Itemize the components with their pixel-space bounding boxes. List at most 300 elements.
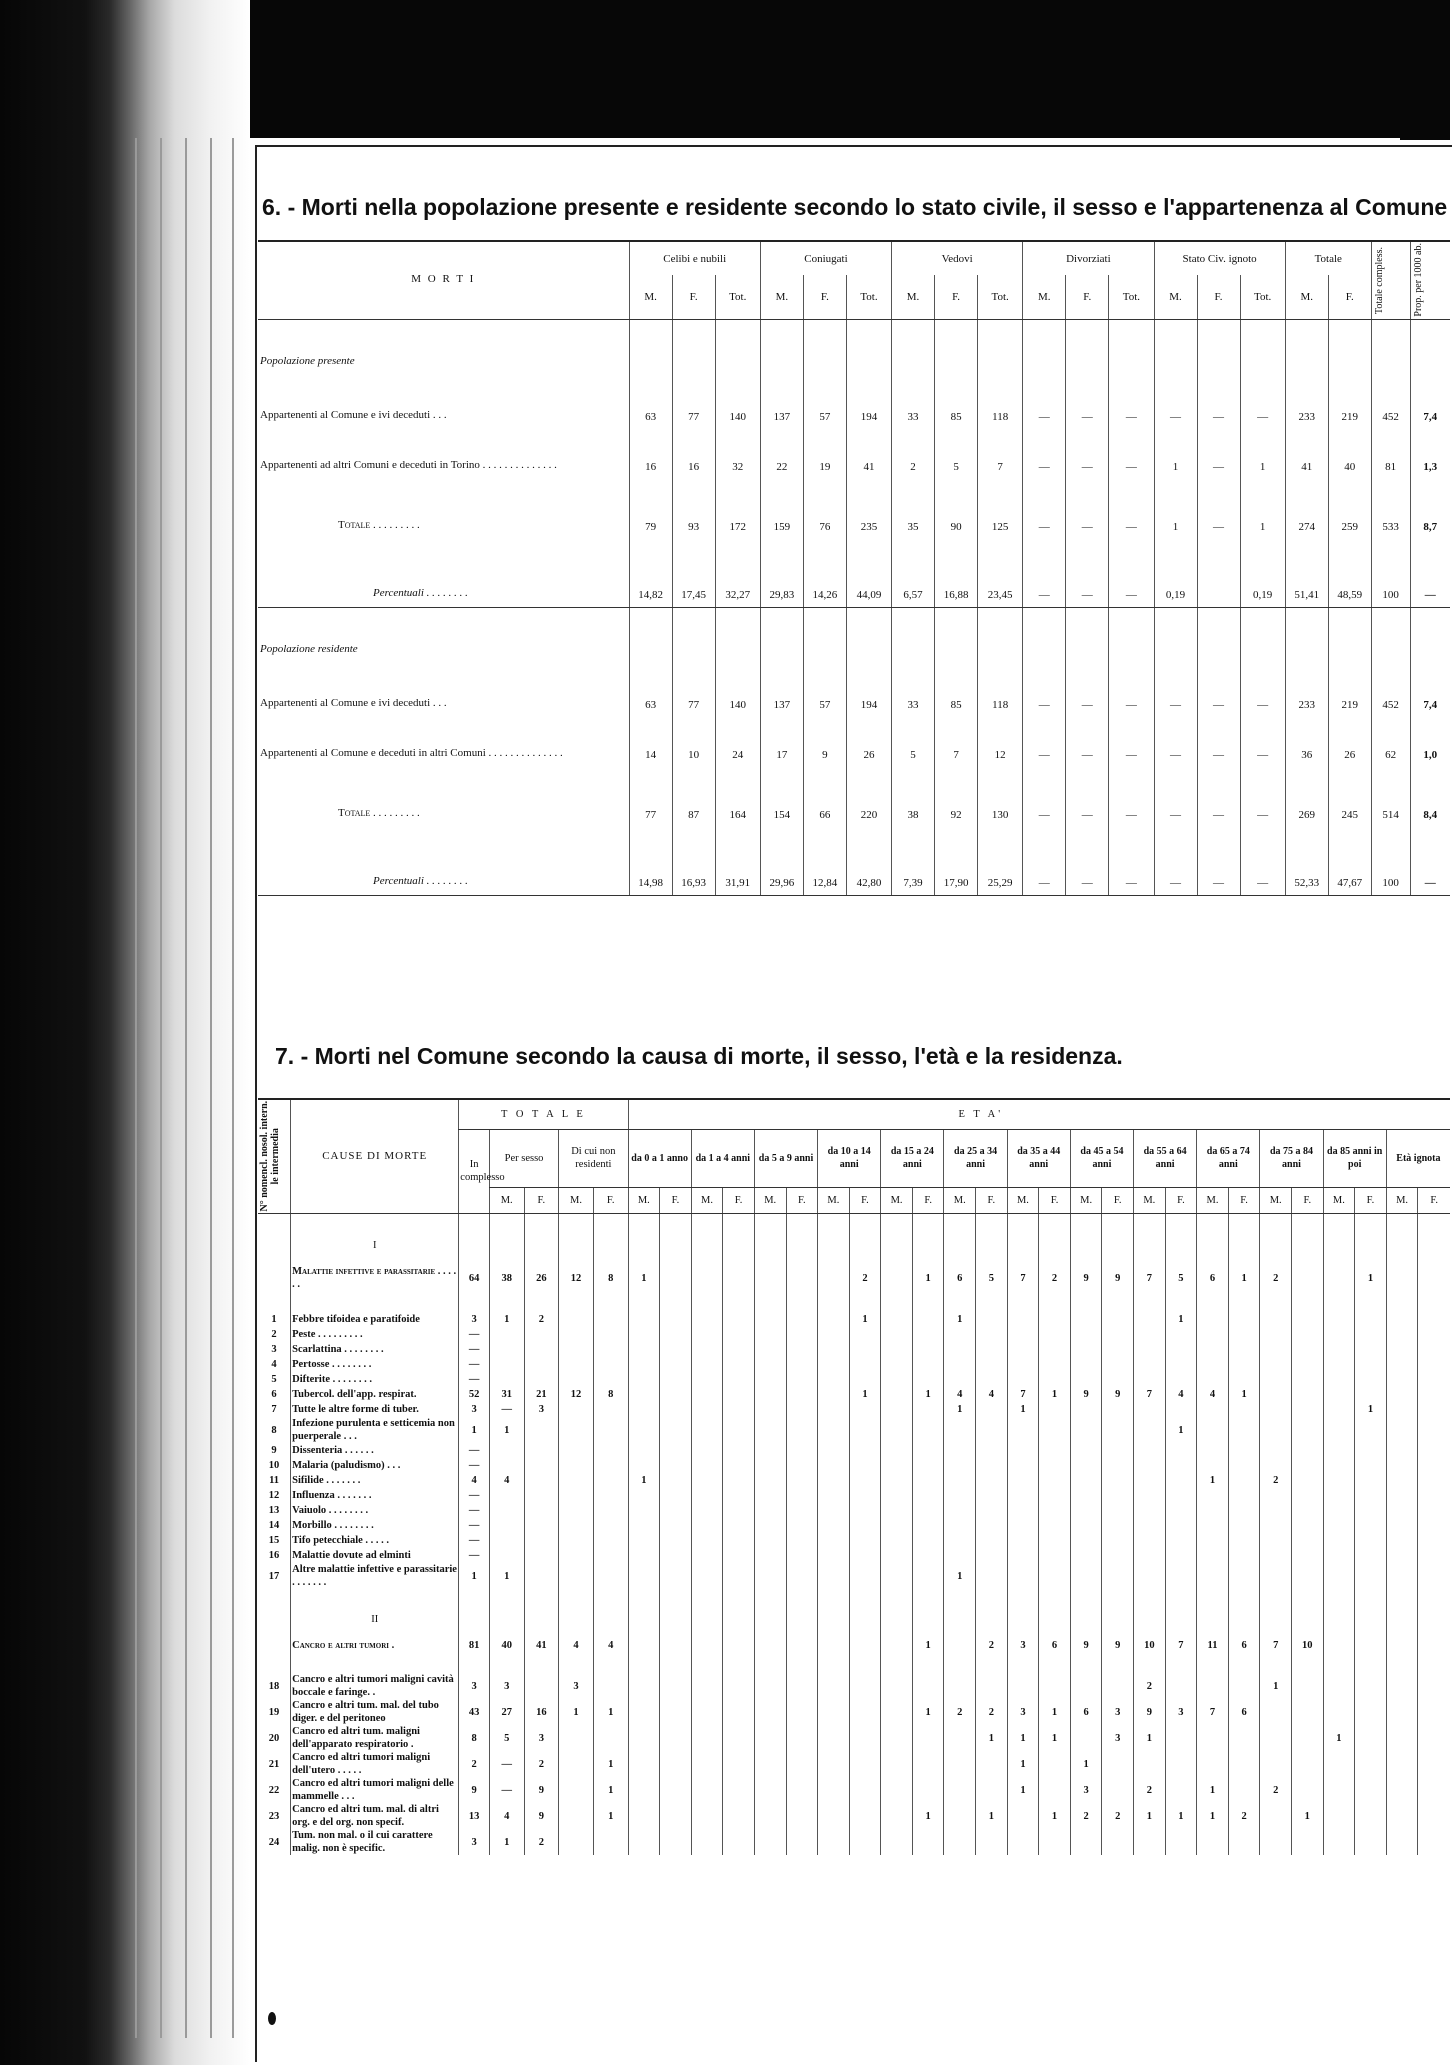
empty-cell bbox=[1292, 1297, 1324, 1312]
value-cell bbox=[1323, 1533, 1355, 1548]
value-cell bbox=[849, 1673, 881, 1699]
table6-body bbox=[258, 319, 1450, 895]
empty-cell bbox=[818, 1589, 850, 1605]
empty-cell bbox=[1355, 1297, 1387, 1312]
cause-row bbox=[258, 1829, 1450, 1855]
value-cell bbox=[524, 1372, 559, 1387]
value-cell bbox=[944, 1417, 976, 1443]
cause-number: 15 bbox=[268, 1535, 280, 1546]
value-cell bbox=[1323, 1402, 1355, 1417]
value-cell bbox=[691, 1443, 723, 1458]
value-cell bbox=[691, 1777, 723, 1803]
empty-cell bbox=[593, 1658, 628, 1673]
table7-header-row1 bbox=[258, 1099, 1450, 1129]
value-cell bbox=[524, 1327, 559, 1342]
empty-cell bbox=[1070, 1297, 1102, 1312]
value-cell bbox=[818, 1518, 850, 1533]
cause-row bbox=[258, 1402, 1450, 1417]
value-cell bbox=[881, 1633, 913, 1658]
empty-cell bbox=[258, 1231, 291, 1259]
value-cell: 44,09 bbox=[846, 539, 891, 607]
value-cell bbox=[754, 1488, 786, 1503]
value-cell bbox=[1197, 539, 1240, 607]
value-cell bbox=[1007, 1488, 1039, 1503]
empty-cell bbox=[754, 1297, 786, 1312]
empty-cell bbox=[672, 607, 715, 657]
value-cell: — bbox=[1410, 539, 1450, 607]
value-cell bbox=[976, 1829, 1008, 1855]
value-cell: 87 bbox=[672, 767, 715, 827]
empty-cell bbox=[559, 1297, 594, 1312]
value-cell: 1 bbox=[593, 1751, 628, 1777]
value-cell: 32,27 bbox=[715, 539, 760, 607]
value-cell bbox=[1260, 1563, 1292, 1589]
value-cell bbox=[1386, 1402, 1418, 1417]
page-edge-line bbox=[135, 138, 137, 2038]
value-cell: — bbox=[1197, 827, 1240, 895]
value-cell bbox=[593, 1829, 628, 1855]
female-header: F. bbox=[912, 1187, 944, 1213]
empty-cell bbox=[1109, 319, 1154, 369]
value-cell: 12,84 bbox=[803, 827, 846, 895]
empty-cell bbox=[1165, 1658, 1197, 1673]
group-header: Totale bbox=[1285, 241, 1371, 275]
value-cell: 25,29 bbox=[978, 827, 1023, 895]
value-cell bbox=[628, 1312, 660, 1327]
value-cell: 51,41 bbox=[1285, 539, 1328, 607]
group-numeral-row bbox=[258, 1605, 1450, 1633]
value-cell bbox=[881, 1342, 913, 1357]
value-cell bbox=[1418, 1259, 1450, 1297]
value-cell: — bbox=[459, 1518, 490, 1533]
value-cell bbox=[1007, 1312, 1039, 1327]
value-cell bbox=[754, 1473, 786, 1488]
value-cell: 1 bbox=[1197, 1777, 1229, 1803]
value-cell: 4 bbox=[976, 1387, 1008, 1402]
value-cell: 3 bbox=[524, 1725, 559, 1751]
value-cell bbox=[881, 1725, 913, 1751]
value-cell bbox=[593, 1357, 628, 1372]
value-cell bbox=[912, 1751, 944, 1777]
value-cell bbox=[660, 1673, 692, 1699]
empty-cell bbox=[1323, 1605, 1355, 1633]
value-cell bbox=[818, 1357, 850, 1372]
group-header-text: Totale compless. bbox=[1373, 246, 1385, 314]
value-cell: 1 bbox=[593, 1699, 628, 1725]
value-cell bbox=[881, 1699, 913, 1725]
value-cell: — bbox=[1023, 827, 1066, 895]
value-cell bbox=[1228, 1503, 1260, 1518]
cause-row bbox=[258, 1327, 1450, 1342]
value-cell: 2 bbox=[524, 1829, 559, 1855]
value-cell: 33 bbox=[892, 369, 935, 429]
value-cell bbox=[1418, 1563, 1450, 1589]
value-cell bbox=[1039, 1533, 1071, 1548]
value-cell bbox=[628, 1777, 660, 1803]
empty-cell bbox=[786, 1658, 818, 1673]
table6-row bbox=[258, 827, 1450, 895]
value-cell bbox=[1386, 1563, 1418, 1589]
row-label-totale: Totale . . . . . . . . . bbox=[338, 519, 420, 532]
value-cell: 9 bbox=[459, 1777, 490, 1803]
value-cell bbox=[1165, 1751, 1197, 1777]
empty-cell bbox=[1355, 1605, 1387, 1633]
value-cell: 29,96 bbox=[760, 827, 803, 895]
value-cell: 6 bbox=[1228, 1699, 1260, 1725]
value-cell bbox=[754, 1777, 786, 1803]
value-cell bbox=[1260, 1503, 1292, 1518]
value-cell bbox=[524, 1548, 559, 1563]
value-cell bbox=[660, 1725, 692, 1751]
value-cell bbox=[818, 1473, 850, 1488]
value-cell bbox=[944, 1488, 976, 1503]
value-cell bbox=[1418, 1488, 1450, 1503]
value-cell bbox=[1386, 1533, 1418, 1548]
value-cell: — bbox=[1109, 767, 1154, 827]
value-cell: 1 bbox=[559, 1699, 594, 1725]
value-cell: 2 bbox=[976, 1699, 1008, 1725]
value-cell: 1 bbox=[1154, 479, 1197, 539]
value-cell bbox=[489, 1342, 524, 1357]
value-cell bbox=[912, 1777, 944, 1803]
value-cell: 8 bbox=[459, 1725, 490, 1751]
value-cell: 452 bbox=[1371, 369, 1410, 429]
value-cell: 118 bbox=[978, 369, 1023, 429]
value-cell bbox=[1039, 1473, 1071, 1488]
cause-number: 23 bbox=[268, 1810, 280, 1822]
empty-cell bbox=[258, 1658, 291, 1673]
empty-cell bbox=[723, 1231, 755, 1259]
empty-cell bbox=[1154, 319, 1197, 369]
spacer-row bbox=[258, 1297, 1450, 1312]
value-cell bbox=[1292, 1312, 1324, 1327]
value-cell: — bbox=[1023, 717, 1066, 767]
value-cell: 4 bbox=[489, 1803, 524, 1829]
cause-label: Tubercol. dell'app. respirat. bbox=[291, 1387, 459, 1402]
value-cell bbox=[1355, 1673, 1387, 1699]
value-cell: 32 bbox=[715, 429, 760, 479]
value-cell bbox=[881, 1488, 913, 1503]
value-cell bbox=[786, 1327, 818, 1342]
value-cell: 118 bbox=[978, 657, 1023, 717]
value-cell bbox=[1260, 1518, 1292, 1533]
male-header: M. bbox=[489, 1187, 524, 1213]
value-cell: 2 bbox=[1260, 1777, 1292, 1803]
value-cell: 81 bbox=[1371, 429, 1410, 479]
male-header: M. bbox=[1007, 1187, 1039, 1213]
page-edge-line bbox=[210, 138, 212, 2038]
value-cell: — bbox=[1109, 429, 1154, 479]
value-cell bbox=[1292, 1357, 1324, 1372]
value-cell bbox=[976, 1751, 1008, 1777]
value-cell bbox=[559, 1342, 594, 1357]
value-cell bbox=[628, 1548, 660, 1563]
value-cell: 17,90 bbox=[935, 827, 978, 895]
value-cell bbox=[754, 1443, 786, 1458]
group-total-row bbox=[258, 1633, 1450, 1658]
value-cell bbox=[691, 1829, 723, 1855]
value-cell bbox=[691, 1563, 723, 1589]
value-cell bbox=[1260, 1699, 1292, 1725]
value-cell: 7 bbox=[1007, 1387, 1039, 1402]
value-cell bbox=[1323, 1327, 1355, 1342]
value-cell bbox=[1418, 1533, 1450, 1548]
value-cell: 3 bbox=[489, 1673, 524, 1699]
value-cell bbox=[1355, 1803, 1387, 1829]
table6-row bbox=[258, 767, 1450, 827]
empty-cell bbox=[1165, 1589, 1197, 1605]
value-cell bbox=[723, 1443, 755, 1458]
value-cell: — bbox=[1023, 429, 1066, 479]
value-cell: — bbox=[1240, 369, 1285, 429]
value-cell bbox=[1292, 1443, 1324, 1458]
value-cell bbox=[849, 1488, 881, 1503]
empty-cell bbox=[1228, 1658, 1260, 1673]
value-cell bbox=[976, 1372, 1008, 1387]
value-cell: 8,4 bbox=[1410, 767, 1450, 827]
value-cell bbox=[1292, 1488, 1324, 1503]
value-cell bbox=[1386, 1673, 1418, 1699]
value-cell bbox=[1355, 1751, 1387, 1777]
value-cell: — bbox=[1023, 369, 1066, 429]
value-cell bbox=[628, 1563, 660, 1589]
sub-header-m: M. bbox=[892, 275, 935, 319]
female-header: F. bbox=[976, 1187, 1008, 1213]
value-cell bbox=[1007, 1673, 1039, 1699]
value-cell: 1 bbox=[1134, 1803, 1166, 1829]
value-cell: — bbox=[489, 1777, 524, 1803]
value-cell bbox=[1102, 1548, 1134, 1563]
value-cell bbox=[786, 1751, 818, 1777]
empty-cell bbox=[258, 1589, 291, 1605]
value-cell bbox=[1418, 1503, 1450, 1518]
value-cell bbox=[1007, 1563, 1039, 1589]
value-cell bbox=[1418, 1633, 1450, 1658]
value-cell bbox=[754, 1673, 786, 1699]
value-cell: 4 bbox=[1197, 1387, 1229, 1402]
empty-cell bbox=[944, 1231, 976, 1259]
value-cell: 47,67 bbox=[1328, 827, 1371, 895]
value-cell bbox=[881, 1777, 913, 1803]
value-cell bbox=[559, 1417, 594, 1443]
value-cell: 85 bbox=[935, 657, 978, 717]
value-cell bbox=[1228, 1443, 1260, 1458]
value-cell bbox=[1165, 1443, 1197, 1458]
value-cell bbox=[944, 1777, 976, 1803]
value-cell: — bbox=[1410, 827, 1450, 895]
value-cell bbox=[691, 1372, 723, 1387]
value-cell: 6 bbox=[1039, 1633, 1071, 1658]
empty-cell bbox=[691, 1605, 723, 1633]
value-cell: 164 bbox=[715, 767, 760, 827]
value-cell bbox=[912, 1725, 944, 1751]
empty-cell bbox=[818, 1231, 850, 1259]
value-cell bbox=[1007, 1518, 1039, 1533]
value-cell bbox=[944, 1803, 976, 1829]
value-cell bbox=[660, 1699, 692, 1725]
age-header: da 15 a 24 anni bbox=[881, 1129, 944, 1187]
value-cell bbox=[628, 1725, 660, 1751]
value-cell: 1 bbox=[1007, 1751, 1039, 1777]
empty-cell bbox=[459, 1213, 490, 1231]
value-cell: — bbox=[1066, 657, 1109, 717]
section-label: Popolazione presente bbox=[260, 355, 355, 368]
value-cell bbox=[1070, 1829, 1102, 1855]
value-cell: 2 bbox=[524, 1751, 559, 1777]
value-cell bbox=[1228, 1673, 1260, 1699]
value-cell bbox=[1386, 1458, 1418, 1473]
value-cell bbox=[944, 1357, 976, 1372]
cause-number: 11 bbox=[269, 1475, 280, 1486]
cause-label: Cancro ed altri tum. maligni dell'apparato respiratorio . bbox=[291, 1725, 459, 1751]
value-cell bbox=[818, 1633, 850, 1658]
value-cell bbox=[912, 1402, 944, 1417]
value-cell bbox=[881, 1751, 913, 1777]
value-cell bbox=[559, 1443, 594, 1458]
empty-cell bbox=[978, 607, 1023, 657]
value-cell bbox=[489, 1327, 524, 1342]
value-cell: 10 bbox=[1292, 1633, 1324, 1658]
empty-cell bbox=[628, 1658, 660, 1673]
value-cell bbox=[1228, 1312, 1260, 1327]
value-cell bbox=[1102, 1777, 1134, 1803]
value-cell bbox=[723, 1725, 755, 1751]
value-cell bbox=[849, 1633, 881, 1658]
value-cell bbox=[818, 1777, 850, 1803]
value-cell bbox=[723, 1518, 755, 1533]
value-cell bbox=[660, 1803, 692, 1829]
value-cell bbox=[1292, 1548, 1324, 1563]
table6-row bbox=[258, 429, 1450, 479]
value-cell bbox=[524, 1417, 559, 1443]
value-cell bbox=[1386, 1725, 1418, 1751]
value-cell bbox=[593, 1518, 628, 1533]
empty-cell bbox=[912, 1231, 944, 1259]
value-cell: 1 bbox=[849, 1312, 881, 1327]
value-cell bbox=[1070, 1533, 1102, 1548]
value-cell bbox=[786, 1533, 818, 1548]
empty-cell bbox=[754, 1605, 786, 1633]
value-cell: 27 bbox=[489, 1699, 524, 1725]
empty-cell bbox=[691, 1213, 723, 1231]
empty-cell bbox=[291, 1297, 459, 1312]
value-cell bbox=[818, 1829, 850, 1855]
value-cell: — bbox=[459, 1503, 490, 1518]
value-cell: — bbox=[459, 1357, 490, 1372]
value-cell: 3 bbox=[1007, 1699, 1039, 1725]
value-cell bbox=[944, 1473, 976, 1488]
value-cell: 8 bbox=[593, 1387, 628, 1402]
female-header: F. bbox=[849, 1187, 881, 1213]
value-cell bbox=[976, 1443, 1008, 1458]
empty-cell bbox=[849, 1213, 881, 1231]
value-cell bbox=[786, 1312, 818, 1327]
value-cell bbox=[1165, 1829, 1197, 1855]
value-cell bbox=[691, 1473, 723, 1488]
empty-cell bbox=[912, 1297, 944, 1312]
value-cell bbox=[1039, 1503, 1071, 1518]
empty-cell bbox=[846, 607, 891, 657]
value-cell: 92 bbox=[935, 767, 978, 827]
empty-cell bbox=[1109, 607, 1154, 657]
value-cell bbox=[1134, 1548, 1166, 1563]
value-cell bbox=[881, 1357, 913, 1372]
value-cell: 1 bbox=[1039, 1725, 1071, 1751]
empty-cell bbox=[944, 1213, 976, 1231]
value-cell bbox=[660, 1473, 692, 1488]
value-cell bbox=[628, 1829, 660, 1855]
value-cell: — bbox=[1240, 827, 1285, 895]
empty-cell bbox=[715, 319, 760, 369]
value-cell bbox=[1292, 1458, 1324, 1473]
value-cell bbox=[912, 1488, 944, 1503]
female-header: F. bbox=[1165, 1187, 1197, 1213]
value-cell bbox=[1039, 1518, 1071, 1533]
value-cell bbox=[912, 1548, 944, 1563]
empty-cell bbox=[723, 1658, 755, 1673]
value-cell: 5 bbox=[489, 1725, 524, 1751]
value-cell bbox=[786, 1417, 818, 1443]
value-cell bbox=[1260, 1312, 1292, 1327]
table7 bbox=[258, 1098, 1450, 1855]
empty-cell bbox=[1134, 1658, 1166, 1673]
cause-row bbox=[258, 1417, 1450, 1443]
value-cell: — bbox=[1023, 479, 1066, 539]
value-cell bbox=[1165, 1518, 1197, 1533]
value-cell bbox=[849, 1803, 881, 1829]
value-cell bbox=[1418, 1387, 1450, 1402]
empty-cell bbox=[660, 1231, 692, 1259]
value-cell bbox=[849, 1357, 881, 1372]
cause-label: Febbre tifoidea e paratifoide bbox=[291, 1312, 459, 1327]
value-cell: 9 bbox=[524, 1777, 559, 1803]
group-total-row bbox=[258, 1259, 1450, 1297]
male-header: M. bbox=[1134, 1187, 1166, 1213]
value-cell bbox=[881, 1518, 913, 1533]
empty-cell bbox=[593, 1297, 628, 1312]
value-cell bbox=[786, 1458, 818, 1473]
value-cell bbox=[1418, 1342, 1450, 1357]
value-cell bbox=[1007, 1327, 1039, 1342]
value-cell: 1 bbox=[1323, 1725, 1355, 1751]
male-header: M. bbox=[559, 1187, 594, 1213]
value-cell bbox=[1418, 1458, 1450, 1473]
sub-header-tot: Tot. bbox=[1109, 275, 1154, 319]
value-cell bbox=[1260, 1327, 1292, 1342]
value-cell bbox=[723, 1548, 755, 1563]
value-cell bbox=[1134, 1829, 1166, 1855]
value-cell: 3 bbox=[459, 1312, 490, 1327]
value-cell: 19 bbox=[803, 429, 846, 479]
male-header: M. bbox=[1197, 1187, 1229, 1213]
value-cell: 1 bbox=[1292, 1803, 1324, 1829]
value-cell bbox=[1165, 1725, 1197, 1751]
value-cell bbox=[881, 1473, 913, 1488]
empty-cell bbox=[1410, 607, 1450, 657]
value-cell: — bbox=[1154, 657, 1197, 717]
value-cell: 1 bbox=[1165, 1417, 1197, 1443]
female-header: F. bbox=[1418, 1187, 1450, 1213]
value-cell bbox=[660, 1327, 692, 1342]
cause-number: 3 bbox=[271, 1344, 277, 1355]
value-cell bbox=[754, 1357, 786, 1372]
value-cell bbox=[593, 1372, 628, 1387]
cause-label: Malattie infettive e parassitarie . . . . . . bbox=[291, 1259, 459, 1297]
cause-row bbox=[258, 1503, 1450, 1518]
value-cell bbox=[628, 1357, 660, 1372]
empty-cell bbox=[291, 1589, 459, 1605]
value-cell: 14,26 bbox=[803, 539, 846, 607]
